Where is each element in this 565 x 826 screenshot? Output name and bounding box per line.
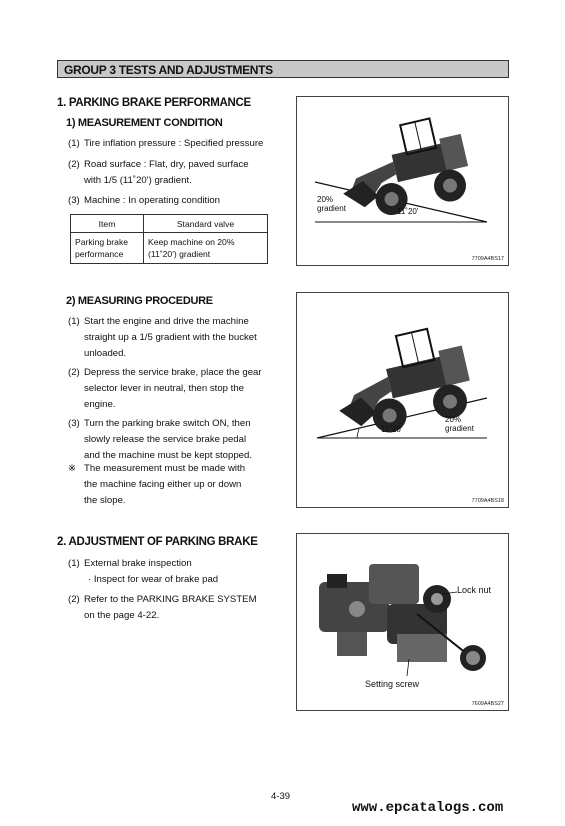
figure-parking-brake xyxy=(296,533,509,711)
table-header-item: Item xyxy=(71,215,144,233)
table-cell-item: Parking brake performance xyxy=(71,233,144,264)
page-number: 4-39 xyxy=(271,791,291,802)
table-cell-value: Keep machine on 20% (11˚20') gradient xyxy=(144,233,268,264)
procedure-step-3: (3) Turn the parking brake switch ON, then slowly release the service brake pedal and the machine must be kept stopped. xyxy=(68,418,252,461)
fig2-code: 7709A4BS18 xyxy=(471,498,504,504)
adjustment-item-2: (2) Refer to the PARKING BRAKE SYSTEM on the page 4-22. xyxy=(68,594,257,621)
fig1-code: 7709A4BS17 xyxy=(471,256,504,262)
loader-downhill-illustration xyxy=(297,293,509,508)
footer-url[interactable]: www.epcatalogs.com xyxy=(352,800,504,816)
condition-item-1: (1) Tire inflation pressure : Specified pressure xyxy=(68,138,264,149)
measuring-procedure-title: 2) MEASURING PROCEDURE xyxy=(66,295,213,307)
figure-loader-uphill xyxy=(296,96,509,266)
fig1-angle-label: 11˚20' xyxy=(397,207,419,216)
figure-loader-downhill xyxy=(296,292,509,508)
table-header-standard: Standard valve xyxy=(144,215,268,233)
fig2-angle-label: 11˚20' xyxy=(381,425,403,434)
standard-value-table xyxy=(70,214,268,264)
setting-screw-label: Setting screw xyxy=(365,679,420,689)
group-title: GROUP 3 TESTS AND ADJUSTMENTS xyxy=(64,63,273,77)
condition-item-2: (2) Road surface : Flat, dry, paved surface with 1/5 (11˚20') gradient. xyxy=(68,159,249,186)
fig3-code: 7609A4BS27 xyxy=(471,701,504,707)
procedure-step-1: (1) Start the engine and drive the machine straight up a 1/5 gradient with the bucket unloaded. xyxy=(68,316,257,359)
adjustment-item-1: (1) External brake inspection · Inspect for wear of brake pad xyxy=(68,558,219,585)
procedure-note: ※ The measurement must be made with the machine facing either up or down the slope. xyxy=(68,463,246,506)
measurement-condition-title: 1) MEASUREMENT CONDITION xyxy=(66,117,223,129)
fig2-gradient-label: 20% gradient xyxy=(445,415,474,433)
section-2-title: 2. ADJUSTMENT OF PARKING BRAKE xyxy=(57,536,258,548)
condition-item-3: (3) Machine : In operating condition xyxy=(68,195,220,206)
loader-uphill-illustration xyxy=(297,97,509,266)
group-header xyxy=(57,60,509,78)
procedure-step-2: (2) Depress the service brake, place the gear selector lever in neutral, then stop the engine. xyxy=(68,367,262,410)
fig1-gradient-label: 20% gradient xyxy=(317,195,346,213)
lock-nut-label: Lock nut xyxy=(457,585,492,595)
section-1-title: 1. PARKING BRAKE PERFORMANCE xyxy=(57,97,251,109)
